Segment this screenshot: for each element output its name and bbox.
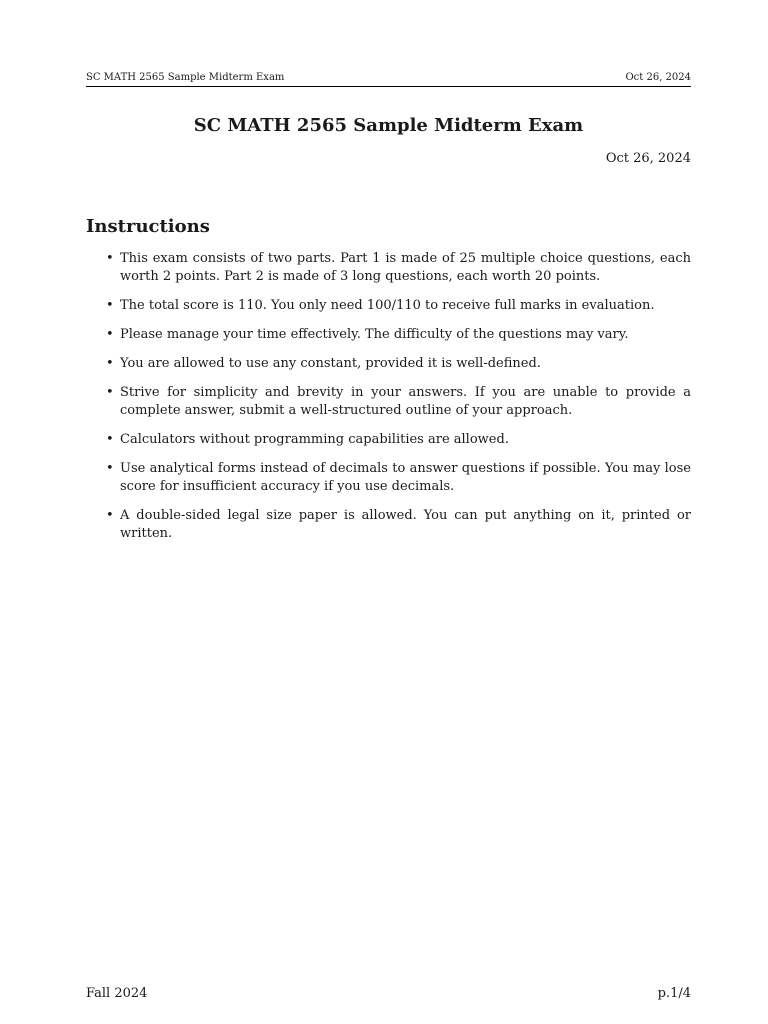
bullet-icon: • xyxy=(106,251,114,266)
bullet-icon: • xyxy=(106,432,114,447)
instruction-item xyxy=(86,431,691,449)
instruction-text: This exam consists of two parts. Part 1 is made of 25 multiple choice questions, each worth 2 points. Part 2 is made of 3 long questions, each worth 20 points. xyxy=(120,251,691,284)
instruction-item xyxy=(86,326,691,344)
bullet-icon: • xyxy=(106,508,114,523)
instruction-item xyxy=(86,250,691,286)
instruction-item xyxy=(86,355,691,373)
bullet-icon: • xyxy=(106,327,114,342)
footer-term: Fall 2024 xyxy=(86,986,148,1001)
bullet-icon: • xyxy=(106,298,114,313)
instruction-text: Use analytical forms instead of decimals to answer questions if possible. You may lose score for insufficient accuracy if you use decimals. xyxy=(120,461,691,494)
page-header xyxy=(86,70,691,87)
instruction-item xyxy=(86,460,691,496)
instruction-text: You are allowed to use any constant, provided it is well-defined. xyxy=(120,356,541,371)
document-date: Oct 26, 2024 xyxy=(605,151,691,166)
instruction-text: Calculators without programming capabilities are allowed. xyxy=(120,432,509,447)
header-date: Oct 26, 2024 xyxy=(625,72,691,83)
header-course-title: SC MATH 2565 Sample Midterm Exam xyxy=(86,72,285,83)
bullet-icon: • xyxy=(106,356,114,371)
instruction-item xyxy=(86,507,691,543)
instructions-list xyxy=(86,250,691,554)
footer-page-number: p.1/4 xyxy=(657,986,691,1001)
instruction-item xyxy=(86,384,691,420)
instruction-text: Strive for simplicity and brevity in your answers. If you are unable to provide a complete answer, submit a well-structured outline of your approach. xyxy=(120,385,691,418)
instruction-text: Please manage your time effectively. The difficulty of the questions may vary. xyxy=(120,327,629,342)
bullet-icon: • xyxy=(106,461,114,476)
instruction-item xyxy=(86,297,691,315)
instructions-heading: Instructions xyxy=(86,216,210,237)
document-title: SC MATH 2565 Sample Midterm Exam xyxy=(193,115,584,136)
instruction-text: A double-sided legal size paper is allowed. You can put anything on it, printed or written. xyxy=(120,508,691,541)
instruction-text: The total score is 110. You only need 100/110 to receive full marks in evaluation. xyxy=(120,298,655,313)
bullet-icon: • xyxy=(106,385,114,400)
